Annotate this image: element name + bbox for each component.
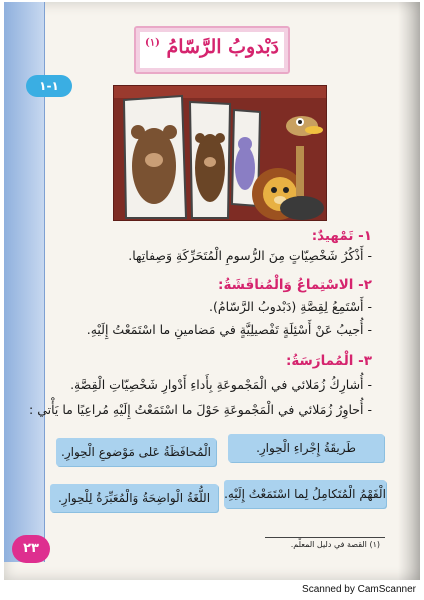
story-illustration (113, 85, 327, 221)
criteria-box: الْمُحافَظَةُ عَلى مَوْضوعِ الْحِوارِ. (56, 438, 216, 466)
criteria-box: الْفَهْمُ الْمُتَكامِلُ لِما اسْتَمَعْتُ إِلَيْهِ. (224, 480, 386, 508)
section-3-item: - أُشارِكُ زُمَلائي في الْمَجْموعَةِ بِأَداءِ أَدْوارِ شَخْصِيّاتِ الْقِصَّةِ. (70, 377, 372, 392)
title-footnote-marker: (١) (145, 37, 160, 49)
footnote-divider (265, 537, 385, 538)
section-1-heading: ١- تَمْهيدٌ: (311, 228, 372, 244)
title-label: دَبْدوبُ الرَّسّامُ (166, 36, 279, 58)
section-2-heading: ٢- الاسْتِماعُ وَالْمُناقَشَةُ: (218, 277, 372, 293)
section-3-item: - أُحاوِرُ زُمَلائي في الْمَجْموعَةِ حَوْلَ ما اسْتَمَعْتُ إِلَيْهِ مُراعِيًا ما يَأْتي : (29, 402, 372, 417)
section-2-item: - أُجيبُ عَنْ أَسْئِلَةٍ تَفْصيلِيَّةٍ في مَضامينِ ما اسْتَمَعْتُ إِلَيْهِ. (86, 322, 372, 337)
title-banner (134, 26, 290, 74)
page-number-badge: ٢٣ (12, 535, 50, 563)
lesson-number-tab: ١-١ (26, 75, 72, 97)
section-2-item: - أَسْتَمِعُ لِقِصَّةِ (دَبْدوبُ الرَّسّامُ). (208, 299, 372, 314)
section-3-heading: ٣- الْمُمارَسَةُ: (285, 353, 372, 369)
scanner-watermark: Scanned by CamScanner (302, 584, 416, 595)
criteria-box: اللُّغَةُ الْواضِحَةُ وَالْمُعَبِّرَةُ لِلْحِوارِ. (50, 484, 218, 512)
section-1-item: - أَذْكُرُ شَخْصِيّاتٍ مِنَ الرُّسومِ الْمُتَحَرِّكَةِ وَصِفاتِها. (128, 248, 372, 263)
footnote: (١) القصة في دليل المعلّم. (290, 540, 380, 549)
illustration-art (114, 86, 326, 220)
criteria-box: طَريقَةُ إِجْراءِ الْحِوارِ. (228, 434, 384, 462)
page-title (136, 36, 288, 58)
